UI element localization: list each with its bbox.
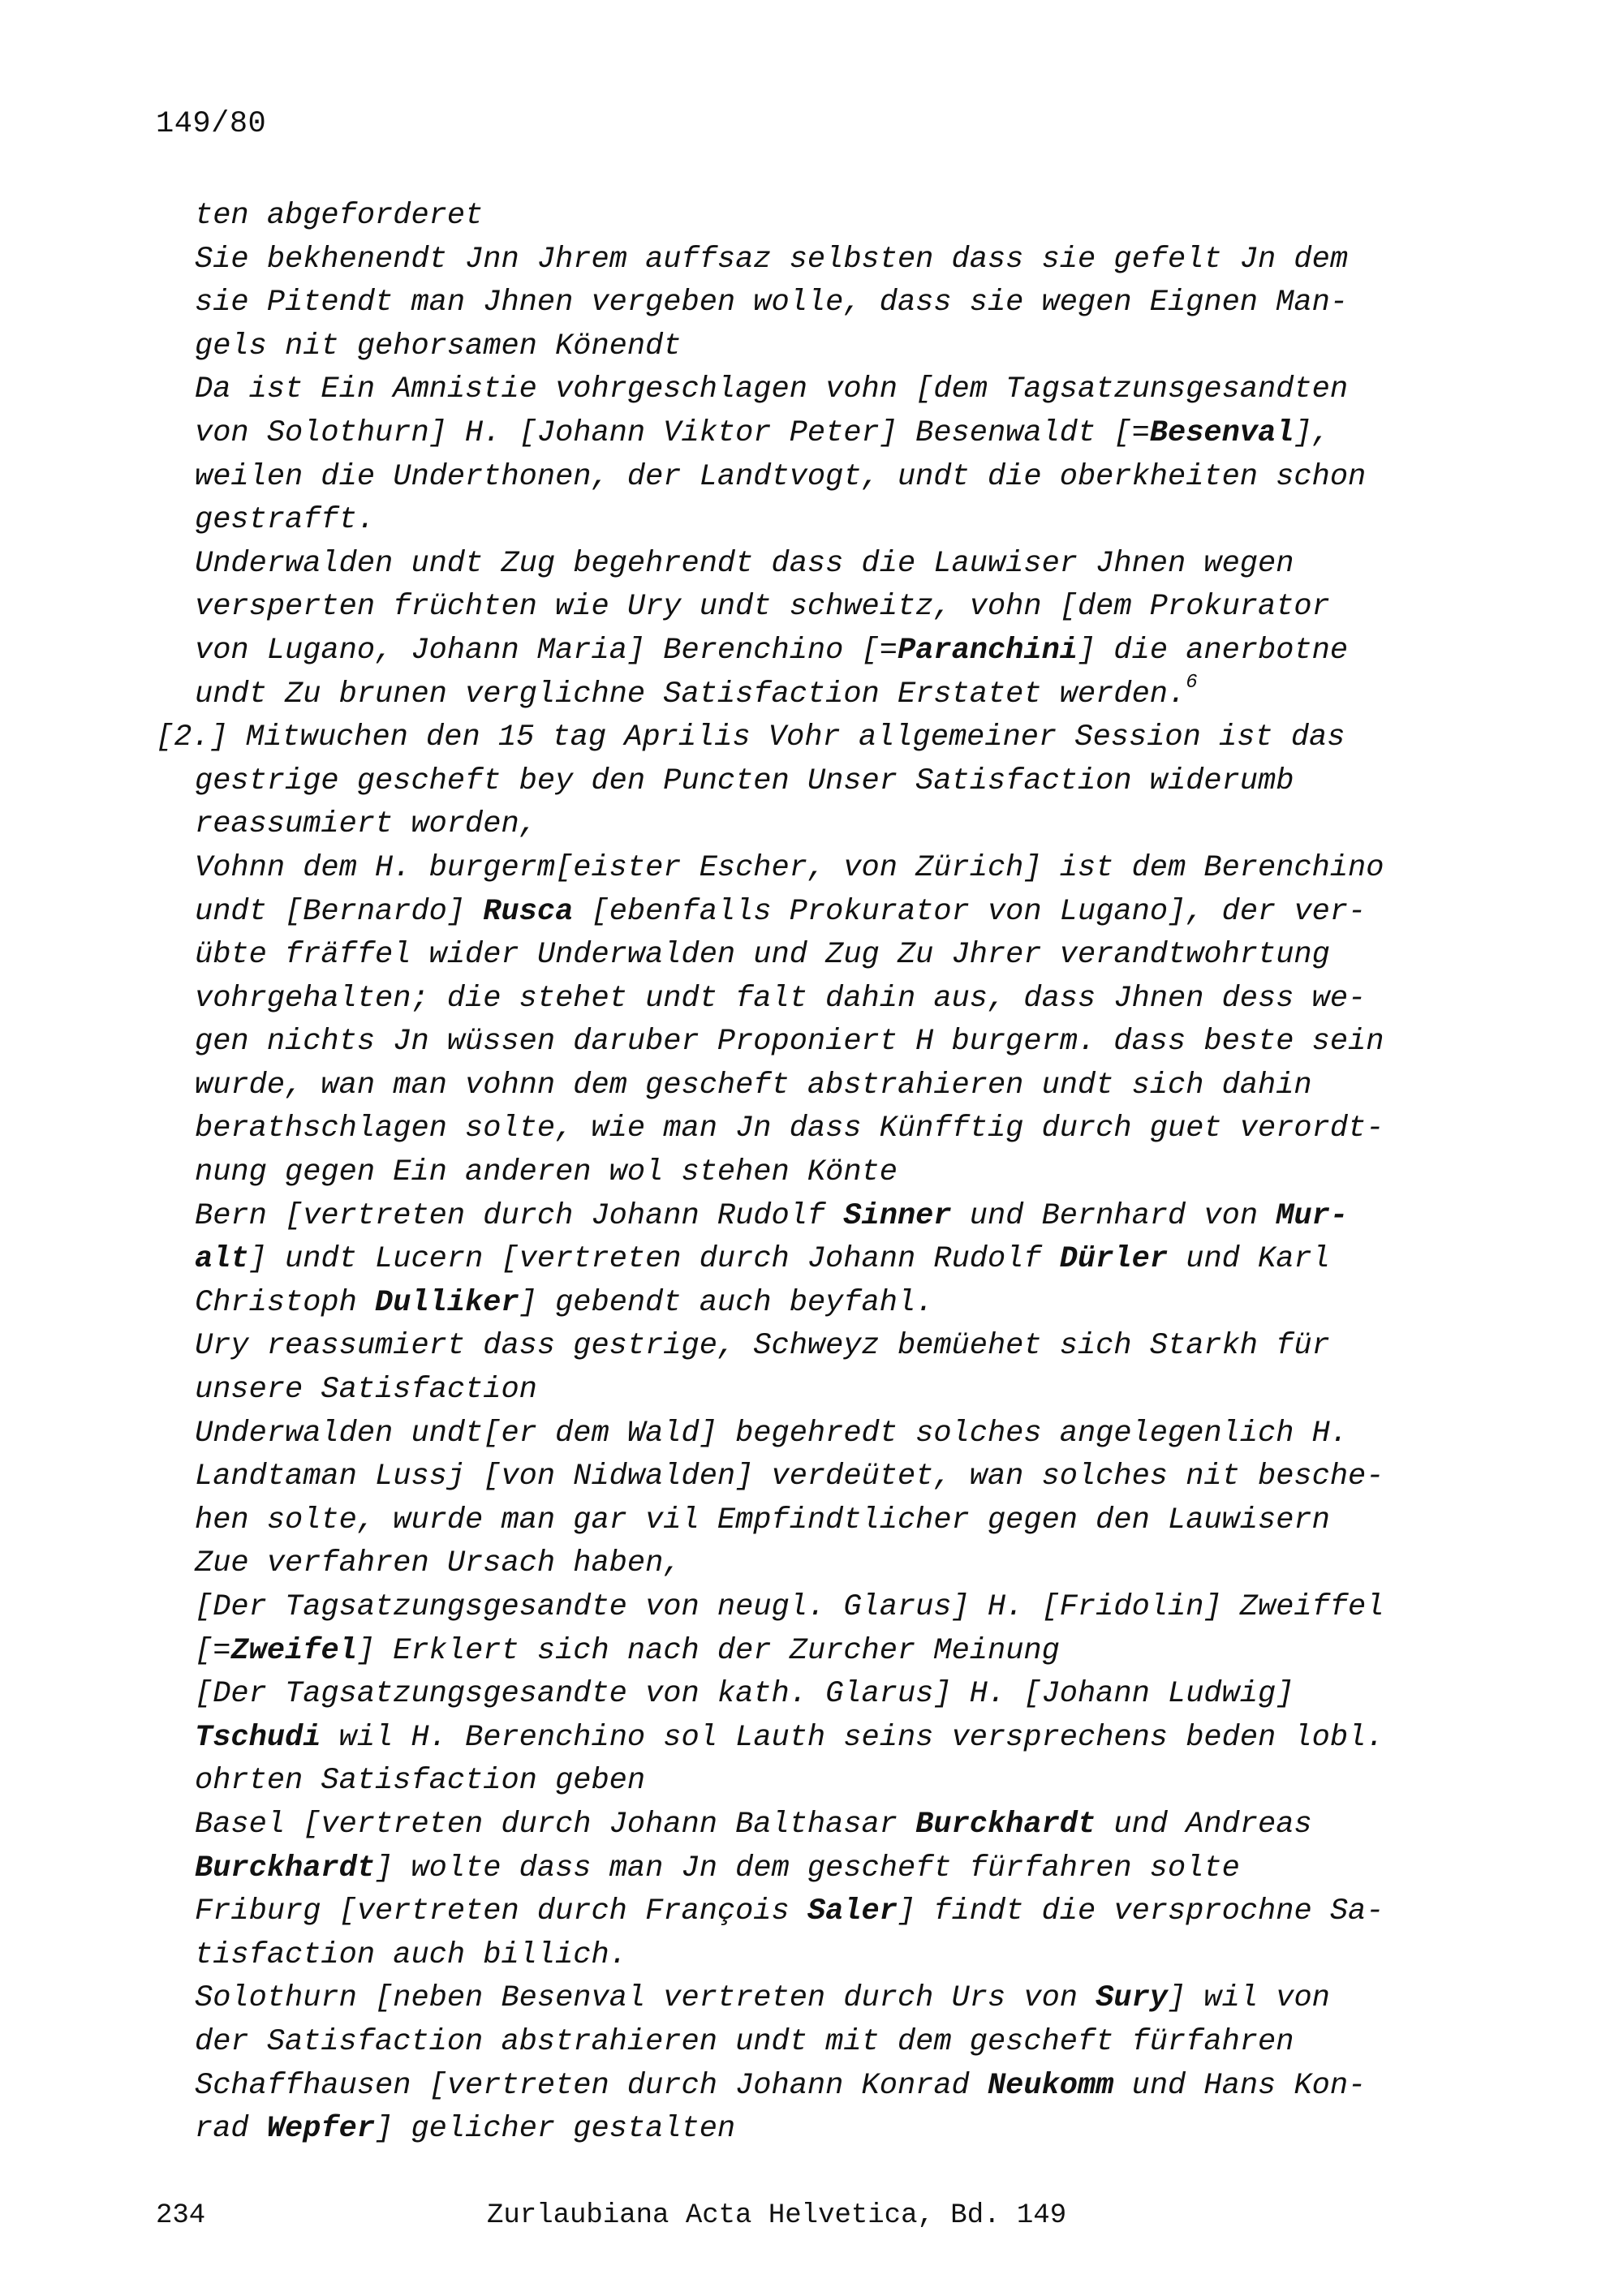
text-line bbox=[195, 1717, 1412, 1761]
text-run: Solothurn [neben Besenval vertreten durch Urs von bbox=[195, 1981, 1096, 2016]
text-run: und Andreas bbox=[1096, 1807, 1312, 1842]
text-line bbox=[195, 891, 1412, 935]
text-line bbox=[195, 1630, 1412, 1674]
name-emphasis: Zweifel bbox=[230, 1633, 357, 1668]
text-run: Schaffhausen [vertreten durch Johann Konrad bbox=[195, 2068, 988, 2103]
text-run: der Satisfaction abstrahieren undt mit dem gescheft fürfahren bbox=[195, 2024, 1294, 2059]
text-run: gestrige gescheft bey den Puncten Unser Satisfaction widerumb bbox=[195, 763, 1294, 798]
text-run: gen nichts Jn wüssen daruber Proponiert H burgerm. dass beste sein bbox=[195, 1025, 1384, 1060]
text-run: [= bbox=[195, 1633, 231, 1668]
text-run: übte fräffel wider Underwalden und Zug Zu Jhrer verandtwohrtung bbox=[195, 938, 1330, 973]
text-run: Bern [vertreten durch Johann Rudolf bbox=[195, 1198, 844, 1233]
text-run: ] wil von bbox=[1168, 1981, 1330, 2016]
text-run: hen solte, wurde man gar vil Empfindtlicher gegen den Lauwisern bbox=[195, 1503, 1330, 1537]
transcription-body bbox=[156, 195, 1412, 2152]
text-line bbox=[195, 2108, 1412, 2152]
text-run: Vohnn dem H. burgerm[eister Escher, von Zürich] ist dem Berenchino bbox=[195, 850, 1384, 885]
text-run: und Hans Kon- bbox=[1113, 2068, 1367, 2103]
text-line bbox=[195, 1151, 1412, 1195]
text-line bbox=[195, 499, 1412, 543]
text-run: [Der Tagsatzungsgesandte von neugl. Glarus] H. [Fridolin] Zweiffel bbox=[195, 1590, 1384, 1624]
text-run: nung gegen Ein anderen wol stehen Könte bbox=[195, 1155, 898, 1190]
name-emphasis: Neukomm bbox=[987, 2068, 1114, 2103]
text-run: versperten früchten wie Ury undt schweitz, vohn [dem Prokurator bbox=[195, 590, 1330, 625]
text-line bbox=[195, 368, 1412, 412]
footer-page-number: 234 bbox=[156, 2200, 206, 2231]
name-emphasis: Dürler bbox=[1059, 1242, 1169, 1277]
name-emphasis: Paranchini bbox=[897, 633, 1078, 668]
text-run: undt [Bernardo] bbox=[195, 894, 484, 929]
text-run: wil H. Berenchino sol Lauth seins versprechens beden lobl. bbox=[321, 1720, 1384, 1755]
text-run: weilen die Underthonen, der Landtvogt, undt die oberkheiten schon bbox=[195, 459, 1367, 494]
name-emphasis: Burckhardt bbox=[915, 1807, 1096, 1842]
text-run: gels nit gehorsamen Könendt bbox=[195, 329, 682, 363]
text-run: ] undt Lucern [vertreten durch Johann Rudolf bbox=[248, 1242, 1060, 1277]
text-run: Da ist Ein Amnistie vohrgeschlagen vohn [dem Tagsatzunsgesandten bbox=[195, 372, 1349, 407]
text-line bbox=[195, 2021, 1412, 2065]
text-run: tisfaction auch billich. bbox=[195, 1937, 627, 1972]
text-run: [Der Tagsatzungsgesandte von kath. Glarus] H. [Johann Ludwig] bbox=[195, 1677, 1294, 1712]
text-run: [ebenfalls Prokurator von Lugano], der ver- bbox=[573, 894, 1367, 929]
text-run: unsere Satisfaction bbox=[195, 1373, 537, 1408]
text-run: von Solothurn] H. [Johann Viktor Peter] Besenwaldt [= bbox=[195, 415, 1150, 450]
text-run: Christoph bbox=[195, 1285, 376, 1320]
name-emphasis: Dulliker bbox=[375, 1285, 519, 1320]
name-emphasis: Sinner bbox=[843, 1198, 952, 1233]
text-line bbox=[195, 1282, 1412, 1326]
name-emphasis: Sury bbox=[1096, 1981, 1169, 2016]
text-line bbox=[195, 325, 1412, 369]
text-run: undt Zu brunen verglichne Satisfaction Erstatet werden. bbox=[195, 677, 1186, 712]
text-line bbox=[195, 1760, 1412, 1804]
name-emphasis: alt bbox=[195, 1242, 249, 1277]
text-line bbox=[195, 1195, 1412, 1239]
text-run: Basel [vertreten durch Johann Balthasar bbox=[195, 1807, 916, 1842]
text-run: berathschlagen solte, wie man Jn dass Künfftig durch guet verordt- bbox=[195, 1111, 1384, 1146]
text-line bbox=[195, 1107, 1412, 1151]
text-run: ] die anerbotne bbox=[1078, 633, 1349, 668]
text-line bbox=[195, 1890, 1412, 1934]
text-line bbox=[195, 1977, 1412, 2021]
text-line bbox=[195, 543, 1412, 587]
text-run: und Karl bbox=[1168, 1242, 1330, 1277]
name-emphasis: Rusca bbox=[483, 894, 574, 929]
text-run: Underwalden undt Zug begehrendt dass die Lauwiser Jhnen wegen bbox=[195, 546, 1294, 581]
text-line bbox=[195, 1542, 1412, 1586]
text-run: wurde, wan man vohnn dem gescheft abstrahieren undt sich dahin bbox=[195, 1068, 1312, 1103]
text-run: Ury reassumiert dass gestrige, Schweyz bemüehet sich Starkh für bbox=[195, 1329, 1330, 1364]
name-emphasis: Wepfer bbox=[266, 2112, 376, 2147]
text-run: ] wolte dass man Jn dem gescheft fürfahren solte bbox=[375, 1851, 1240, 1885]
name-emphasis: Burckhardt bbox=[195, 1851, 376, 1885]
text-line bbox=[195, 1412, 1412, 1456]
text-line bbox=[195, 456, 1412, 500]
text-line bbox=[195, 1934, 1412, 1978]
name-emphasis: Mur- bbox=[1276, 1198, 1349, 1233]
text-run: Sie bekhenendt Jnn Jhrem auffsaz selbsten dass sie gefelt Jn dem bbox=[195, 242, 1349, 277]
page-reference: 149/80 bbox=[156, 107, 267, 141]
text-line bbox=[195, 978, 1412, 1021]
text-run: von Lugano, Johann Maria] Berenchino [= bbox=[195, 633, 898, 668]
text-line bbox=[195, 760, 1412, 804]
name-emphasis: Besenval bbox=[1149, 415, 1294, 450]
text-line bbox=[195, 1238, 1412, 1282]
text-run: ] Erklert sich nach der Zurcher Meinung bbox=[356, 1633, 1060, 1668]
text-run: [2.] Mitwuchen den 15 tag Aprilis Vohr allgemeiner Session ist das bbox=[156, 720, 1345, 755]
text-line bbox=[195, 1064, 1412, 1108]
name-emphasis: Tschudi bbox=[195, 1720, 321, 1755]
text-line bbox=[195, 1325, 1412, 1369]
footnote-marker: 6 bbox=[1186, 672, 1198, 694]
text-run: ] gelicher gestalten bbox=[375, 2112, 736, 2147]
text-run: ] gebendt auch beyfahl. bbox=[519, 1285, 934, 1320]
text-line bbox=[195, 1847, 1412, 1891]
text-line bbox=[195, 2065, 1412, 2109]
text-run: ohrten Satisfaction geben bbox=[195, 1764, 646, 1799]
text-run: reassumiert worden, bbox=[195, 807, 537, 842]
text-line bbox=[195, 586, 1412, 630]
text-line bbox=[195, 1455, 1412, 1499]
text-run: ] findt die versprochne Sa- bbox=[897, 1894, 1384, 1929]
text-run: und Bernhard von bbox=[951, 1198, 1276, 1233]
text-run: gestrafft. bbox=[195, 503, 376, 538]
text-line bbox=[195, 282, 1412, 325]
text-run: Underwalden undt[er dem Wald] begehredt solches angelegenlich H. bbox=[195, 1416, 1349, 1451]
text-line bbox=[195, 1499, 1412, 1543]
text-line bbox=[195, 1369, 1412, 1412]
footer-title: Zurlaubiana Acta Helvetica, Bd. 149 bbox=[487, 2200, 1067, 2231]
text-line bbox=[195, 195, 1412, 239]
text-line bbox=[195, 239, 1412, 282]
text-line bbox=[195, 412, 1412, 456]
text-line bbox=[156, 716, 1412, 760]
text-line bbox=[195, 847, 1412, 891]
text-line bbox=[195, 1804, 1412, 1847]
text-line bbox=[195, 1586, 1412, 1630]
text-line bbox=[195, 630, 1412, 673]
text-run: Zue verfahren Ursach haben, bbox=[195, 1546, 682, 1581]
text-run: vohrgehalten; die stehet undt falt dahin aus, dass Jhnen dess we- bbox=[195, 981, 1367, 1016]
text-run: sie Pitendt man Jhnen vergeben wolle, dass sie wegen Eignen Man- bbox=[195, 286, 1349, 320]
text-run: Landtaman Lussj [von Nidwalden] verdeütet, wan solches nit besche- bbox=[195, 1460, 1384, 1494]
text-line bbox=[195, 673, 1412, 717]
text-line bbox=[195, 1021, 1412, 1064]
text-line bbox=[195, 1673, 1412, 1717]
text-run: Friburg [vertreten durch François bbox=[195, 1894, 807, 1929]
text-run: ten abgeforderet bbox=[195, 199, 484, 233]
text-run: ], bbox=[1294, 415, 1330, 450]
text-run: rad bbox=[195, 2112, 267, 2147]
text-line bbox=[195, 934, 1412, 978]
name-emphasis: Saler bbox=[807, 1894, 898, 1929]
text-line bbox=[195, 803, 1412, 847]
